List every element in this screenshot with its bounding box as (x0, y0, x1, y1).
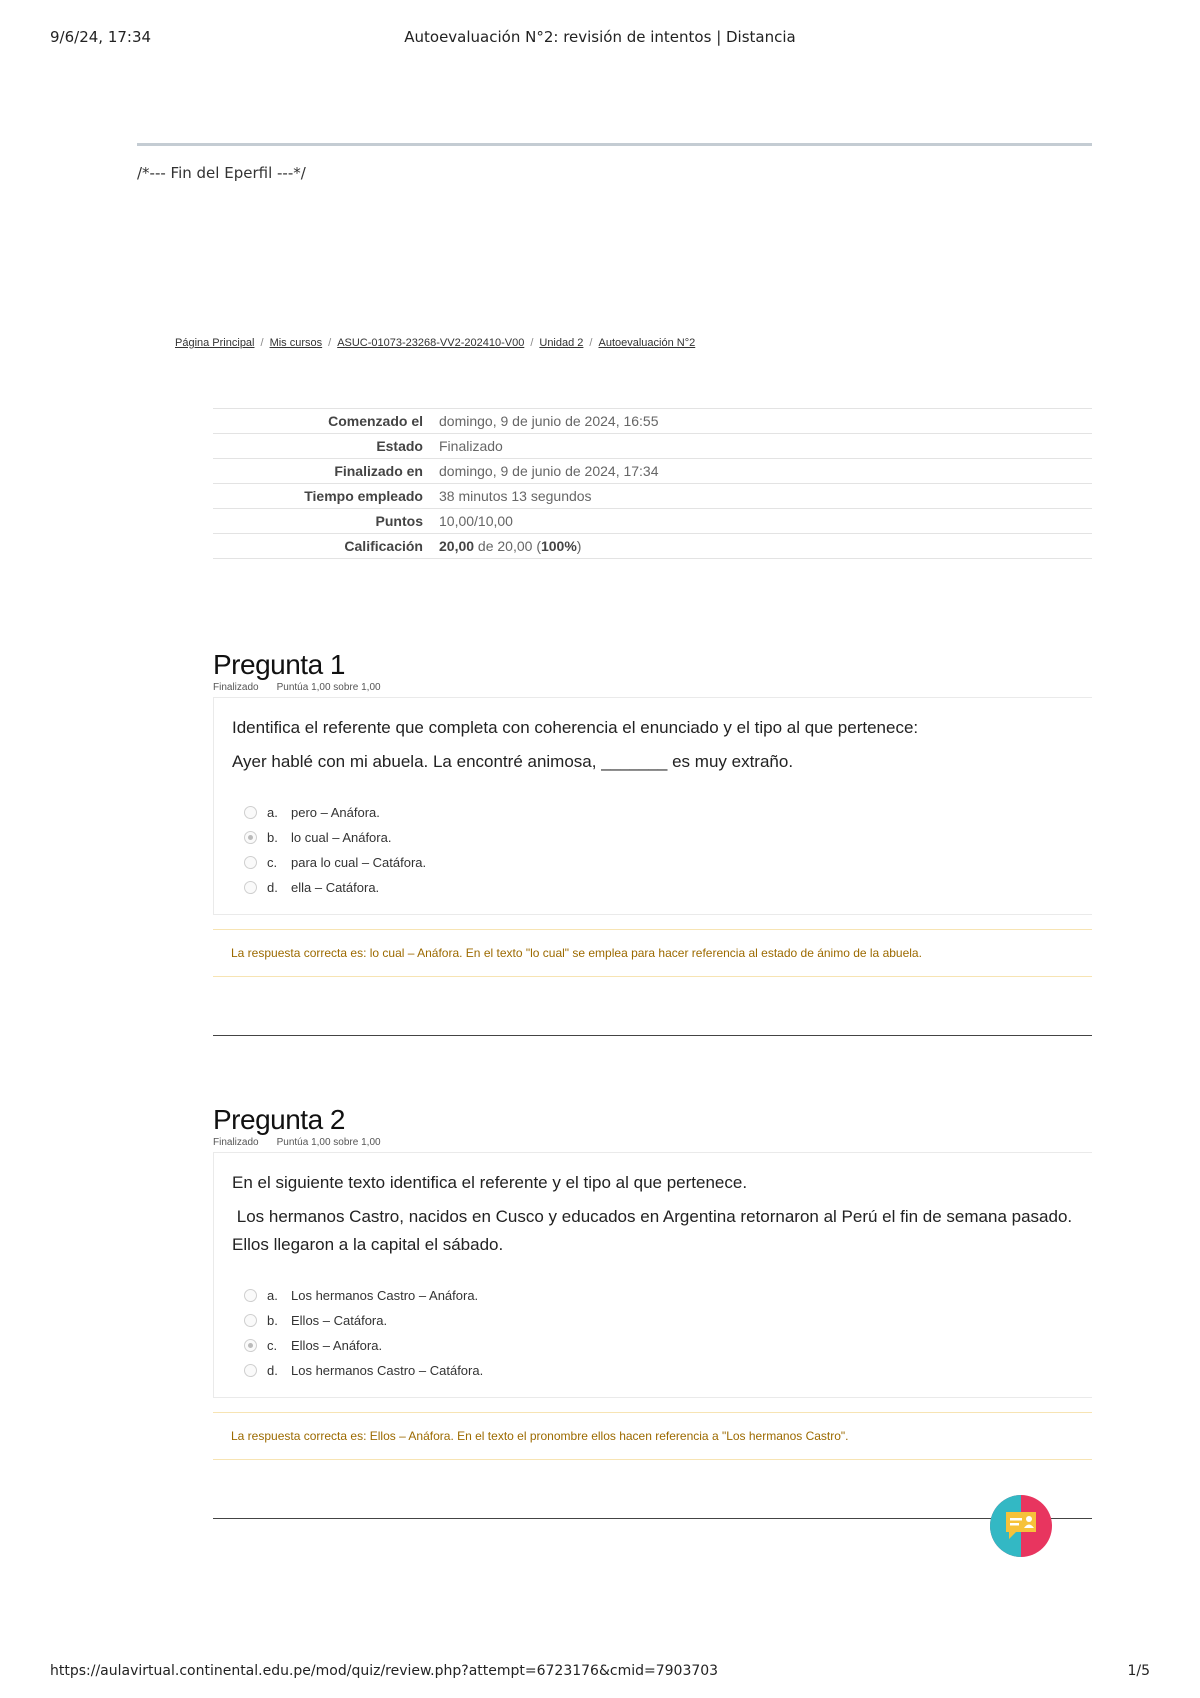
answer-text: para lo cual – Catáfora. (291, 855, 427, 870)
answer-letter: b. (267, 830, 278, 845)
print-footer (50, 1663, 1150, 1683)
summary-label: Puntos (375, 513, 423, 529)
correct-answer-feedback: La respuesta correcta es: Ellos – Anáfora. En el texto el pronombre ellos hacen referencia a "Los hermanos Castro". (213, 1412, 1092, 1460)
breadcrumb-course[interactable]: ASUC-01073-23268-VV2-202410-V00 (337, 337, 525, 349)
summary-value: domingo, 9 de junio de 2024, 17:34 (439, 463, 659, 479)
summary-value: 38 minutos 13 segundos (439, 488, 592, 504)
question-box (213, 697, 1092, 915)
correct-answer-feedback: La respuesta correcta es: lo cual – Anáfora. En el texto "lo cual" se emplea para hacer referencia al estado de ánimo de la abuela. (213, 929, 1092, 977)
answer-text: Ellos – Catáfora. (291, 1313, 388, 1328)
grade-percent: 100% (540, 538, 577, 554)
print-header (50, 28, 1150, 50)
radio-button[interactable] (244, 1364, 257, 1377)
print-document-title: Autoevaluación N°2: revisión de intentos | Distancia (404, 28, 796, 46)
answer-text: Los hermanos Castro – Catáfora. (291, 1363, 484, 1378)
top-divider (137, 143, 1092, 146)
summary-value: 10,00/10,00 (439, 513, 513, 529)
answer-text: lo cual – Anáfora. (291, 830, 392, 845)
answer-option-d[interactable] (232, 875, 1074, 900)
radio-button[interactable] (244, 856, 257, 869)
summary-label: Tiempo empleado (304, 488, 423, 504)
answer-text: ella – Catáfora. (291, 880, 380, 895)
chat-support-icon (1004, 1510, 1038, 1542)
radio-button[interactable] (244, 806, 257, 819)
question-2 (213, 1103, 1092, 1460)
question-box (213, 1152, 1092, 1398)
print-url: https://aulavirtual.continental.edu.pe/mod/quiz/review.php?attempt=6723176&cmid=7903703 (50, 1663, 719, 1679)
question-1 (213, 648, 1092, 977)
summary-label: Finalizado en (334, 463, 423, 479)
breadcrumb-my-courses[interactable]: Mis cursos (269, 337, 323, 349)
breadcrumb-separator: / (530, 337, 534, 349)
summary-row-state (213, 434, 1092, 459)
radio-button-selected[interactable] (244, 1339, 257, 1352)
question-score: Puntúa 1,00 sobre 1,00 (276, 682, 381, 693)
radio-button[interactable] (244, 1289, 257, 1302)
summary-row-points (213, 509, 1092, 534)
grade-out-of: de 20,00 ( (474, 538, 541, 554)
answer-letter: d. (267, 880, 278, 895)
answer-list (232, 1283, 1074, 1383)
answer-letter: c. (267, 855, 278, 870)
breadcrumb-unit[interactable]: Unidad 2 (539, 337, 584, 349)
answer-text: pero – Anáfora. (291, 805, 380, 820)
question-info (213, 682, 1092, 693)
breadcrumb-quiz[interactable]: Autoevaluación N°2 (598, 337, 696, 349)
breadcrumb-separator: / (260, 337, 264, 349)
answer-letter: c. (267, 1338, 278, 1353)
radio-button-selected[interactable] (244, 831, 257, 844)
summary-row-started (213, 409, 1092, 434)
print-datetime: 9/6/24, 17:34 (50, 28, 152, 46)
summary-label: Comenzado el (328, 413, 423, 429)
chat-support-button[interactable] (990, 1495, 1052, 1557)
question-divider (213, 1518, 1092, 1519)
answer-option-a[interactable] (232, 1283, 1074, 1308)
question-sentence: Ayer hablé con mi abuela. La encontré animosa, _______ es muy extraño. (232, 752, 794, 771)
answer-option-d[interactable] (232, 1358, 1074, 1383)
answer-letter: d. (267, 1363, 278, 1378)
breadcrumb (175, 337, 695, 349)
grade-close: ) (576, 538, 582, 554)
answer-option-c[interactable] (232, 850, 1074, 875)
answer-text: Los hermanos Castro – Anáfora. (291, 1288, 479, 1303)
question-state: Finalizado (213, 1137, 259, 1148)
answer-option-a[interactable] (232, 800, 1074, 825)
question-state: Finalizado (213, 682, 259, 693)
question-divider (213, 1035, 1092, 1036)
answer-letter: b. (267, 1313, 278, 1328)
breadcrumb-home[interactable]: Página Principal (175, 337, 255, 349)
eperfil-comment-text: /*--- Fin del Eperfil ---*/ (137, 164, 306, 182)
summary-value (431, 534, 1092, 559)
answer-option-b[interactable] (232, 1308, 1074, 1333)
summary-value: domingo, 9 de junio de 2024, 16:55 (439, 413, 659, 429)
summary-label: Estado (376, 438, 423, 454)
radio-button[interactable] (244, 1314, 257, 1327)
question-prompt: En el siguiente texto identifica el referente y el tipo al que pertenece. (232, 1173, 748, 1192)
question-prompt: Identifica el referente que completa con coherencia el enunciado y el tipo al que pertenece: (232, 718, 919, 737)
summary-row-time-taken (213, 484, 1092, 509)
summary-value: Finalizado (439, 438, 503, 454)
breadcrumb-separator: / (589, 337, 593, 349)
question-title: Pregunta 2 (213, 1104, 345, 1135)
summary-row-grade (213, 534, 1092, 559)
question-title: Pregunta 1 (213, 649, 345, 680)
question-info (213, 1137, 1092, 1148)
grade-value: 20,00 (439, 538, 475, 554)
answer-option-b[interactable] (232, 825, 1074, 850)
question-score: Puntúa 1,00 sobre 1,00 (276, 1137, 381, 1148)
attempt-summary-table (213, 408, 1092, 559)
answer-letter: a. (267, 1288, 278, 1303)
summary-row-finished (213, 459, 1092, 484)
answer-list (232, 800, 1074, 900)
print-page-number: 1/5 (1127, 1663, 1150, 1679)
answer-text: Ellos – Anáfora. (291, 1338, 383, 1353)
breadcrumb-separator: / (328, 337, 332, 349)
answer-option-c[interactable] (232, 1333, 1074, 1358)
question-passage: Los hermanos Castro, nacidos en Cusco y educados en Argentina retornaron al Perú el fin de semana pasado. Ellos llegaron a la capital el sábado. (232, 1207, 1077, 1254)
answer-letter: a. (267, 805, 278, 820)
radio-button[interactable] (244, 881, 257, 894)
summary-label: Calificación (344, 538, 423, 554)
